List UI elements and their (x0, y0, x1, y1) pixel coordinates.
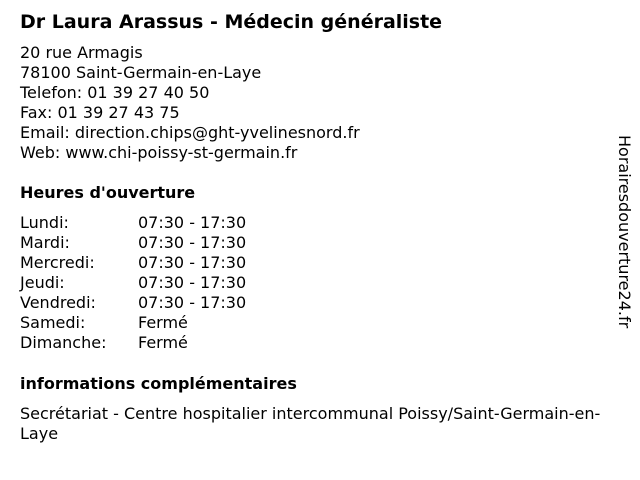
email-address: Email: direction.chips@ght-yvelinesnord.fr (20, 123, 360, 142)
additional-info-heading: informations complémentaires (20, 374, 297, 393)
time-value: 07:30 - 17:30 (138, 273, 247, 292)
street-address: 20 rue Armagis (20, 43, 143, 62)
fax-number: Fax: 01 39 27 43 75 (20, 103, 180, 122)
day-label: Vendredi: (20, 293, 96, 312)
day-label: Dimanche: (20, 333, 107, 352)
time-value: Fermé (138, 313, 188, 332)
day-label: Samedi: (20, 313, 86, 332)
site-watermark: Horairesdouverture24.fr (615, 135, 634, 329)
day-label: Mardi: (20, 233, 70, 252)
contact-block (20, 43, 360, 163)
time-value: 07:30 - 17:30 (138, 293, 247, 312)
day-label: Jeudi: (20, 273, 65, 292)
city-address: 78100 Saint-Germain-en-Laye (20, 63, 262, 82)
time-value: Fermé (138, 333, 188, 352)
website-address: Web: www.chi-poissy-st-germain.fr (20, 143, 298, 162)
day-label: Mercredi: (20, 253, 95, 272)
phone-number: Telefon: 01 39 27 40 50 (20, 83, 210, 102)
time-value: 07:30 - 17:30 (138, 233, 247, 252)
additional-info-text: Secrétariat - Centre hospitalier intercommunal Poissy/Saint-Germain-en-Laye (20, 404, 601, 443)
opening-hours-heading: Heures d'ouverture (20, 183, 196, 202)
time-value: 07:30 - 17:30 (138, 213, 247, 232)
day-label: Lundi: (20, 213, 69, 232)
page-title: Dr Laura Arassus - Médecin généraliste (20, 11, 443, 33)
time-value: 07:30 - 17:30 (138, 253, 247, 272)
